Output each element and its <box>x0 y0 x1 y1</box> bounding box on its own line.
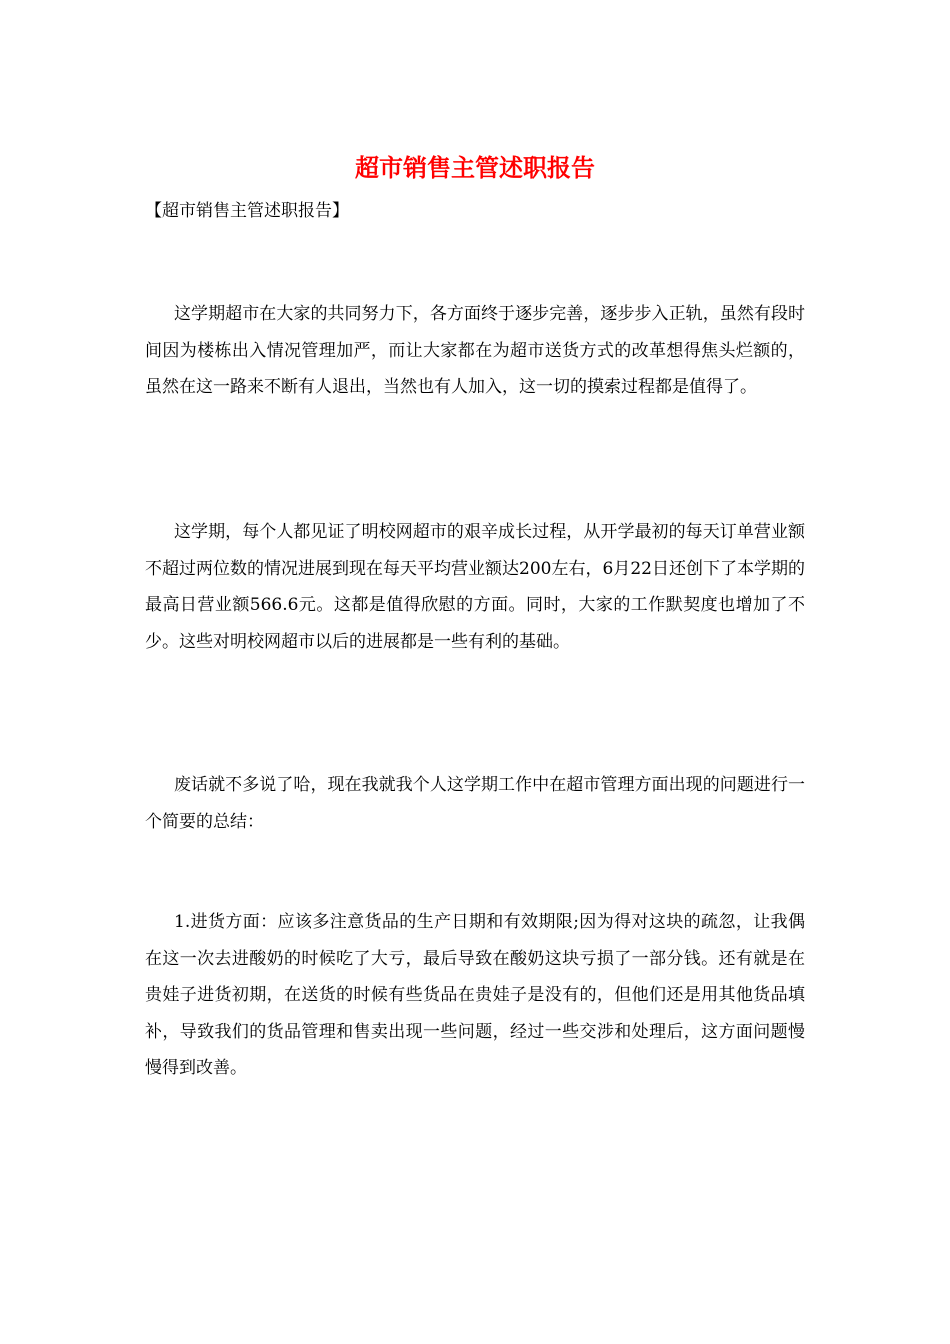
paragraph-1: 这学期超市在大家的共同努力下，各方面终于逐步完善，逐步步入正轨，虽然有段时间因为楼栋出入情况管理加严，而让大家都在为超市送货方式的改革想得焦头烂额的，虽然在这一路来不断有人退出，当然也有人加入，这一切的摸索过程都是值得了。 <box>145 304 805 397</box>
paragraph-2: 这学期，每个人都见证了明校网超市的艰辛成长过程，从开学最初的每天订单营业额不超过两位数的情况进展到现在每天平均营业额达200左右，6月22日还创下了本学期的最高日营业额566.6元。这都是值得欣慰的方面。同时，大家的工作默契度也增加了不少。这些对明校网超市以后的进展都是一些有利的基础。 <box>145 522 805 652</box>
document-subtitle: 【超市销售主管述职报告】 <box>145 201 349 221</box>
document-title: 超市销售主管述职报告 <box>355 153 595 182</box>
paragraph-4: 1.进货方面：应该多注意货品的生产日期和有效期限;因为得对这块的疏忽，让我偶在这一次去进酸奶的时候吃了大亏，最后导致在酸奶这块亏损了一部分钱。还有就是在贵娃子进货初期，在送货的时候有些货品在贵娃子是没有的，但他们还是用其他货品填补，导致我们的货品管理和售卖出现一些问题，经过一些交涉和处理后，这方面问题慢慢得到改善。 <box>145 912 805 1078</box>
paragraph-3: 废话就不多说了哈，现在我就我个人这学期工作中在超市管理方面出现的问题进行一个简要的总结： <box>145 775 805 832</box>
